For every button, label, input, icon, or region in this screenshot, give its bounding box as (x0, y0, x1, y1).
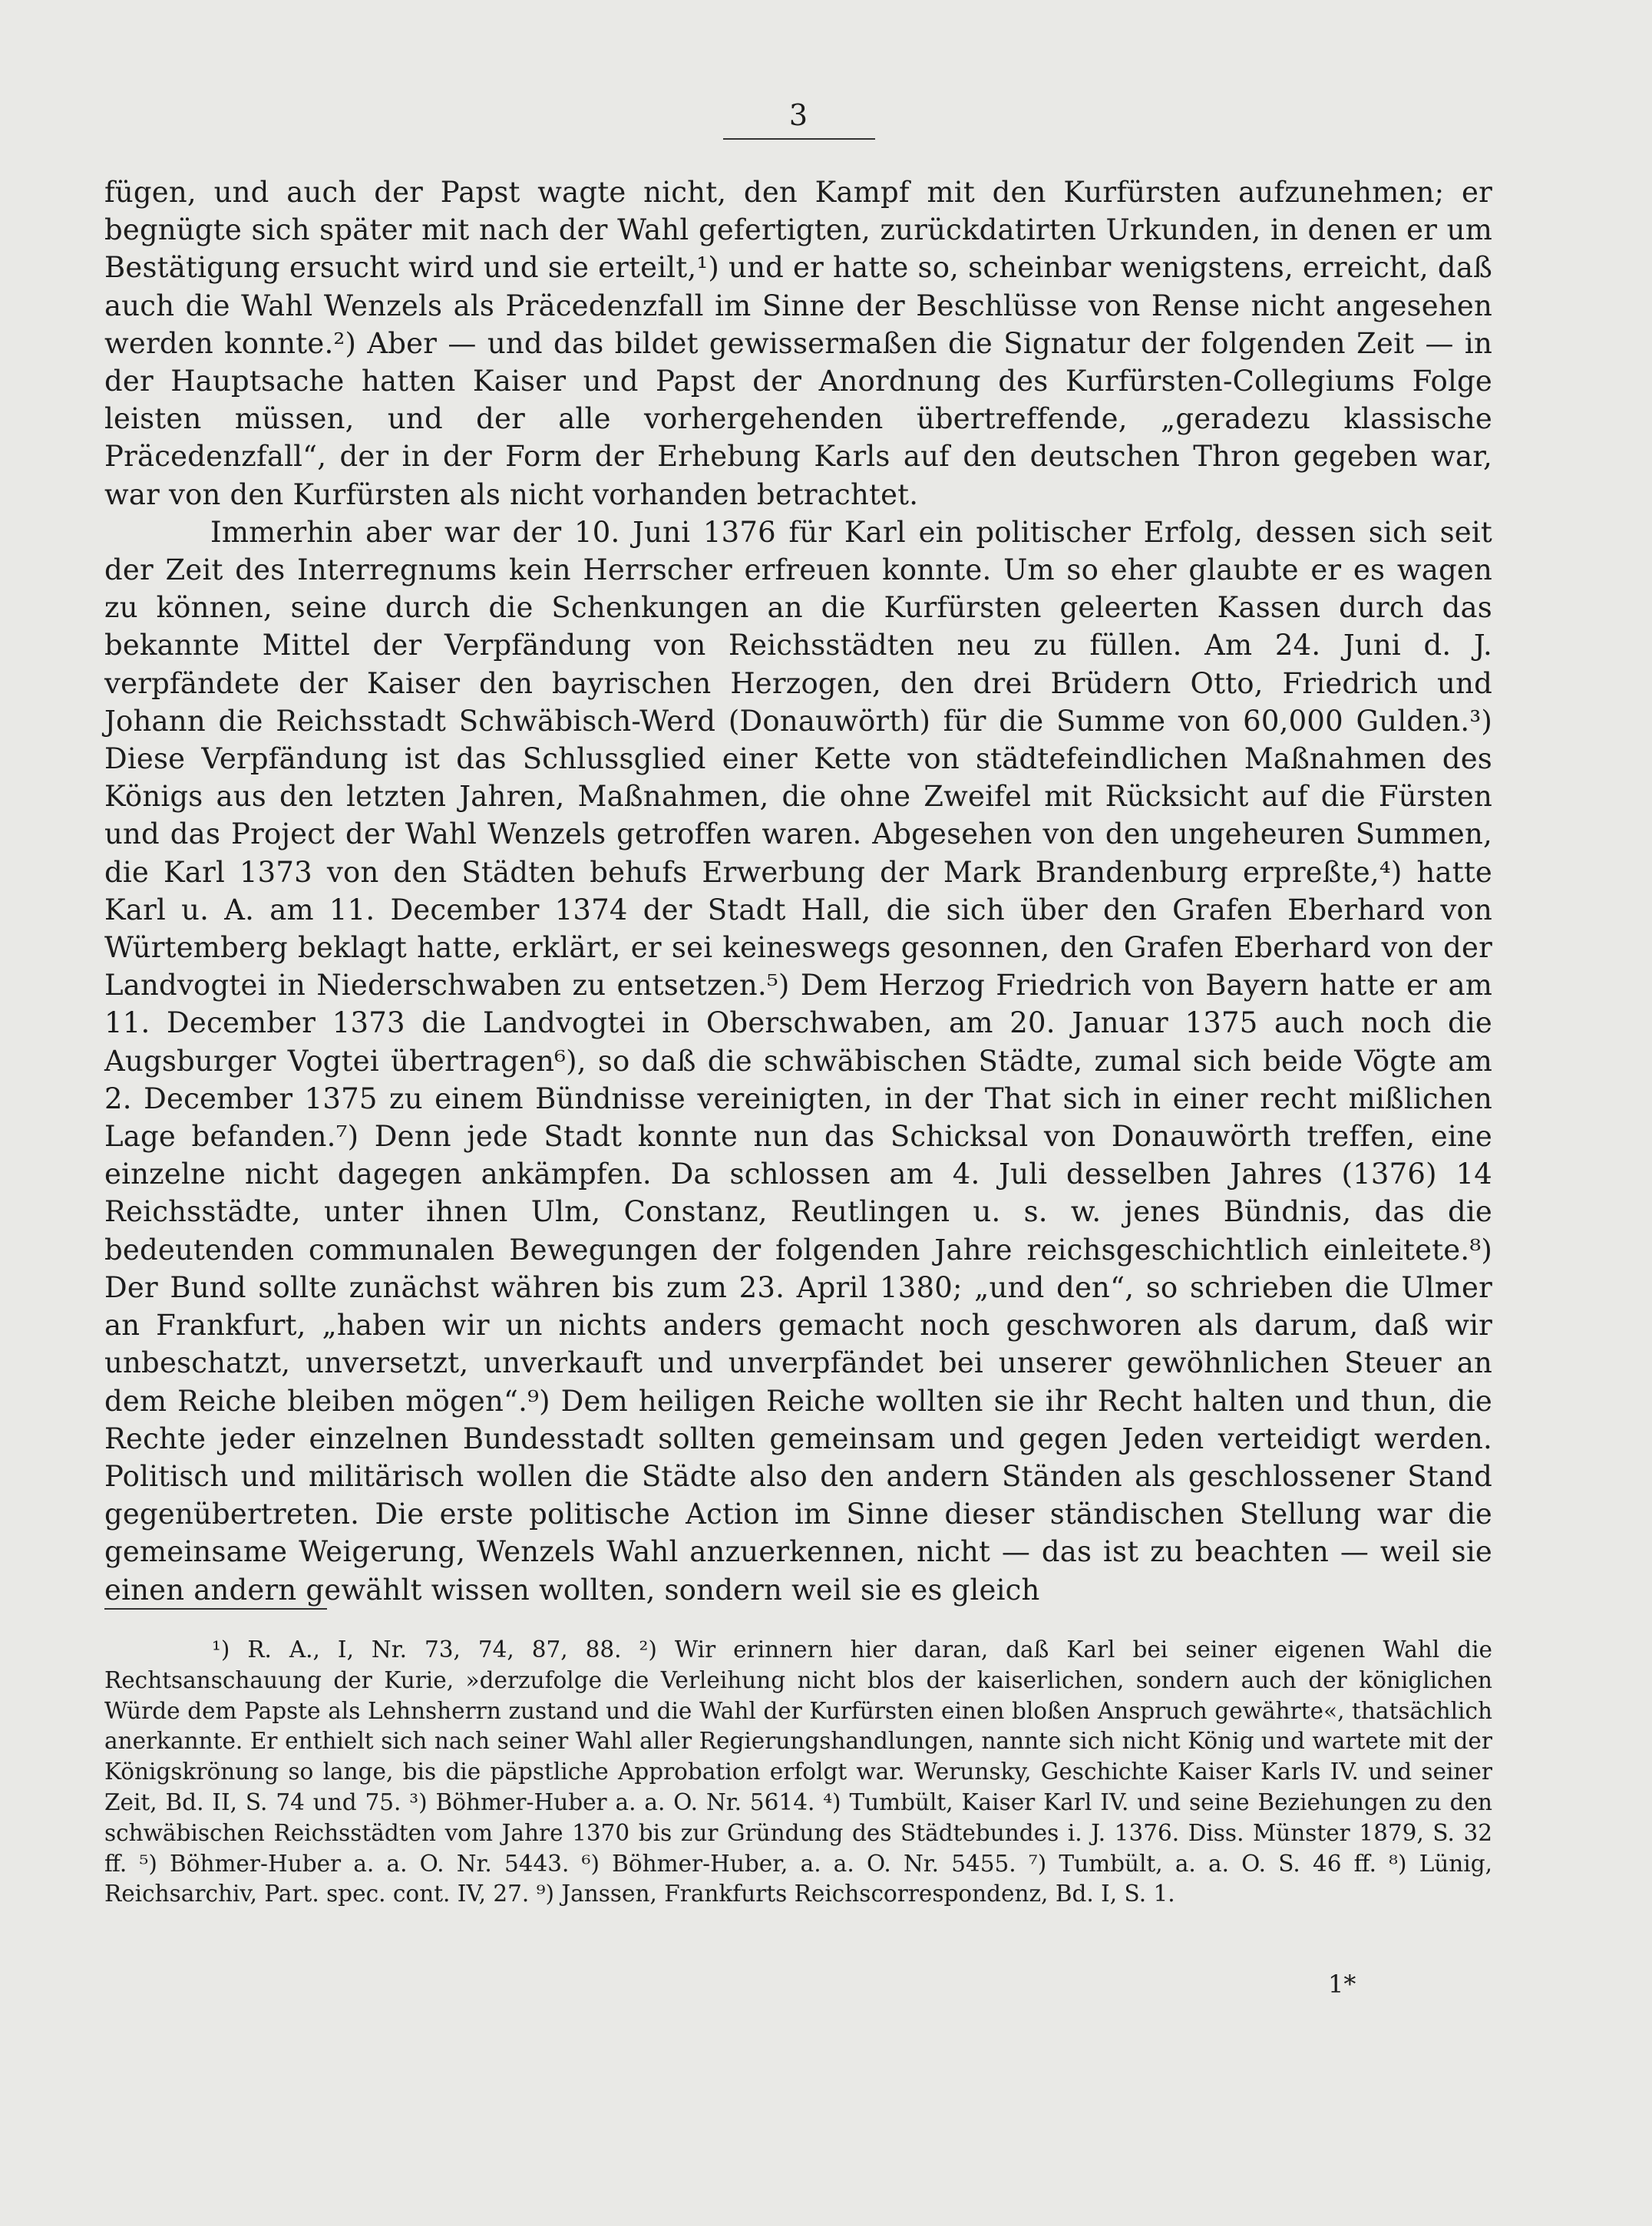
paragraph-1: fügen, und auch der Papst wagte nicht, den Kampf mit den Kurfürsten aufzunehmen; er begnügte sich später mit nach der Wahl gefertigten, zurückdatirten Urkunden, in denen er um Bestätigung ersucht wird und sie erteilt,¹) und er hatte so, scheinbar wenigstens, erreicht, daß auch die Wahl Wenzels als Präcedenzfall im Sinne der Beschlüsse von Rense nicht angesehen werden konnte.²) Aber — und das bildet gewissermaßen die Signatur der folgenden Zeit — in der Hauptsache hatten Kaiser und Papst der Anordnung des Kurfürsten-Collegiums Folge leisten müssen, und der alle vorhergehenden übertreffende, „geradezu klassische Präcedenzfall“, der in der Form der Erhebung Karls auf den deutschen Thron gegeben war, war von den Kurfürsten als nicht vorhanden betrachtet. (104, 176, 1492, 511)
footnote-text: ¹) R. A., I, Nr. 73, 74, 87, 88. ²) Wir erinnern hier daran, daß Karl bei seiner eigenen Wahl die Rechtsanschauung der Kurie, »derzufolge die Verleihung nicht blos der kaiserlichen, sondern auch der königlichen Würde dem Papste als Lehnsherrn zustand und die Wahl der Kurfürsten einen bloßen Anspruch gewährte«, thatsächlich anerkannte. Er enthielt sich nach seiner Wahl aller Regierungshandlungen, nannte sich nicht König und wartete mit der Königskrönung so lange, bis die päpstliche Approbation erfolgt war. Werunsky, Geschichte Kaiser Karls IV. und seiner Zeit, Bd. II, S. 74 und 75. ³) Böhmer-Huber a. a. O. Nr. 5614. ⁴) Tumbült, Kaiser Karl IV. und seine Beziehungen zu den schwäbischen Reichsstädten vom Jahre 1370 bis zur Gründung des Städtebundes i. J. 1376. Diss. Münster 1879, S. 32 ff. ⁵) Böhmer-Huber a. a. O. Nr. 5443. ⁶) Böhmer-Huber, a. a. O. Nr. 5455. ⁷) Tumbült, a. a. O. S. 46 ff. ⁸) Lünig, Reichsarchiv, Part. spec. cont. IV, 27. ⁹) Janssen, Frankfurts Reichscorrespondenz, Bd. I, S. 1. (104, 1636, 1492, 1907)
footnotes (104, 1635, 1492, 1910)
paragraph-2: Immerhin aber war der 10. Juni 1376 für Karl ein politischer Erfolg, dessen sich seit der Zeit des Interregnums kein Herrscher erfreuen konnte. Um so eher glaubte er es wagen zu können, seine durch die Schenkungen an die Kurfürsten geleerten Kassen durch das bekannte Mittel der Verpfändung von Reichsstädten neu zu füllen. Am 24. Juni d. J. verpfändete der Kaiser den bayrischen Herzogen, den drei Brüdern Otto, Friedrich und Johann die Reichsstadt Schwäbisch-Werd (Donauwörth) für die Summe von 60,000 Gulden.³) Diese Verpfändung ist das Schlussglied einer Kette von städtefeindlichen Maßnahmen des Königs aus den letzten Jahren, Maßnahmen, die ohne Zweifel mit Rücksicht auf die Fürsten und das Project der Wahl Wenzels getroffen waren. Abgesehen von den ungeheuren Summen, die Karl 1373 von den Städten behufs Erwerbung der Mark Brandenburg erpreßte,⁴) hatte Karl u. A. am 11. December 1374 der Stadt Hall, die sich über den Grafen Eberhard von Würtemberg beklagt hatte, erklärt, er sei keineswegs gesonnen, den Grafen Eberhard von der Landvogtei in Niederschwaben zu entsetzen.⁵) Dem Herzog Friedrich von Bayern hatte er am 11. December 1373 die Landvogtei in Oberschwaben, am 20. Januar 1375 auch noch die Augsburger Vogtei übertragen⁶), so daß die schwäbischen Städte, zumal sich beide Vögte am 2. December 1375 zu einem Bündnisse vereinigten, in der That sich in einer recht mißlichen Lage befanden.⁷) Denn jede Stadt konnte nun das Schicksal von Donauwörth treffen, eine einzelne nicht dagegen ankämpfen. Da schlossen am 4. Juli desselben Jahres (1376) 14 Reichsstädte, unter ihnen Ulm, Constanz, Reutlingen u. s. w. jenes Bündnis, das die bedeutenden communalen Bewegungen der folgenden Jahre reichsgeschichtlich einleitete.⁸) Der Bund sollte zunächst währen bis zum 23. April 1380; „und den“, so schrieben die Ulmer an Frankfurt, „haben wir un nichts anders gemacht noch geschworen als darum, daß wir unbeschatzt, unversetzt, unverkauft und unverpfändet bei unserer gewöhnlichen Steuer an dem Reiche bleiben mögen“.⁹) Dem heiligen Reiche wollten sie ihr Recht halten und thun, die Rechte jeder einzelnen Bundesstadt sollten gemeinsam und gegen Jeden verteidigt werden. Politisch und militärisch wollen die Städte also den andern Ständen als geschlossener Stand gegenübertreten. Die erste politische Action im Sinne dieser ständischen Stellung war die gemeinsame Weigerung, Wenzels Wahl anzuerkennen, nicht — das ist zu beachten — weil sie einen andern gewählt wissen wollten, sondern weil sie es gleich (104, 515, 1492, 1607)
printer-signature-mark: 1* (1328, 1970, 1356, 1999)
header-rule (723, 138, 875, 140)
footnote-divider (104, 1608, 327, 1610)
page-number: 3 (788, 98, 808, 132)
main-text (104, 173, 1492, 1609)
